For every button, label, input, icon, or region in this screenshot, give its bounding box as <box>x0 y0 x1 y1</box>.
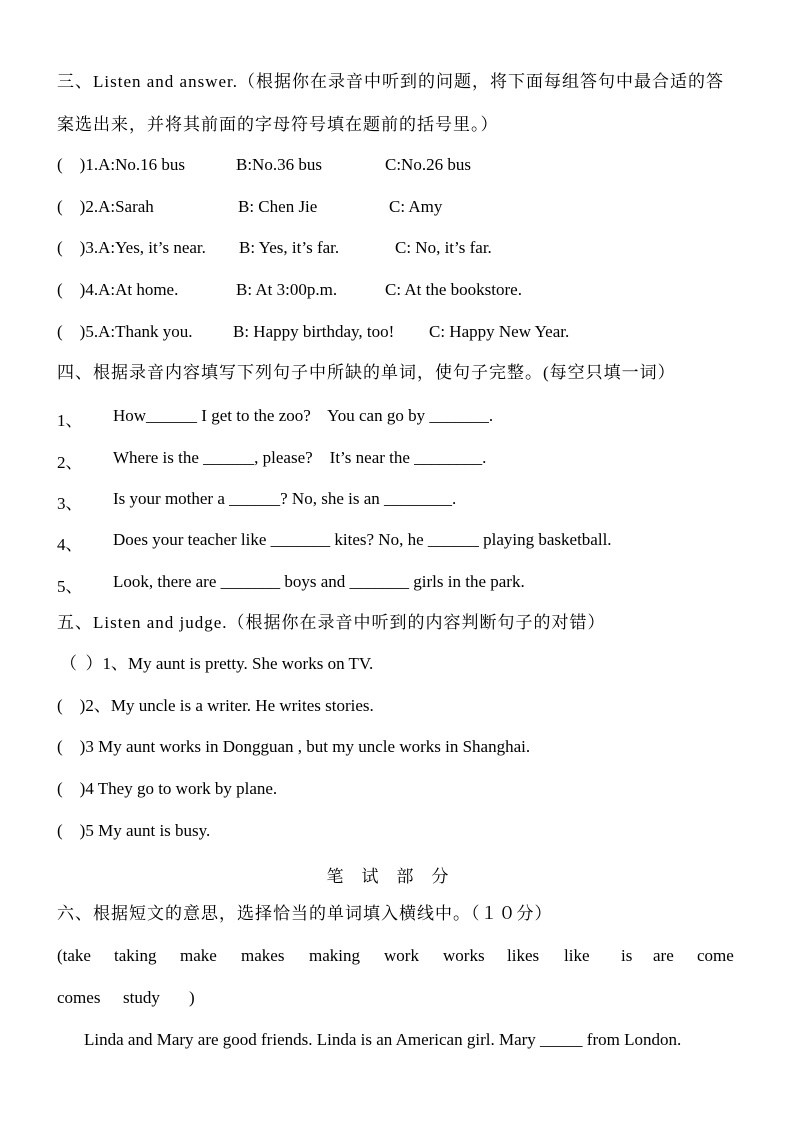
item-sentence: How______ I get to the zoo? You can go by _______. <box>113 406 494 425</box>
option-b: B: Happy birthday, too! <box>233 322 395 341</box>
word-bank-word: study <box>123 988 160 1007</box>
word-bank-word: like <box>564 946 590 965</box>
word-bank-word: make <box>180 946 217 965</box>
option-c: C:No.26 bus <box>385 155 471 174</box>
option-b: B: Chen Jie <box>238 197 318 216</box>
item-sentence: Is your mother a ______? No, she is an ________. <box>113 489 457 508</box>
option-c: C: Amy <box>389 197 443 216</box>
word-bank-word: are <box>653 946 674 965</box>
word-bank-word: (take <box>57 946 91 965</box>
judge-item: ( )4 They go to work by plane. <box>57 779 278 798</box>
option-a: ( )5.A:Thank you. <box>57 322 193 341</box>
section5-heading: 五、Listen and judge.（根据你在录音中听到的内容判断句子的对错） <box>57 613 606 632</box>
section3-heading-cont: 案选出来，并将其前面的字母符号填在题前的括号里。） <box>57 115 499 134</box>
option-a: ( )2.A:Sarah <box>57 197 154 216</box>
option-a: ( )1.A:No.16 bus <box>57 155 185 174</box>
word-bank-word: likes <box>507 946 540 965</box>
option-a: ( )3.A:Yes, it’s near. <box>57 238 206 257</box>
word-bank-word: comes <box>57 988 101 1007</box>
option-b: B: Yes, it’s far. <box>239 238 340 257</box>
word-bank-word: work <box>384 946 419 965</box>
option-b: B: At 3:00p.m. <box>236 280 338 299</box>
word-bank-word: making <box>309 946 360 965</box>
item-number: 3、 <box>57 494 83 513</box>
item-sentence: Where is the ______, please? It’s near the ________. <box>113 448 487 467</box>
option-a: ( )4.A:At home. <box>57 280 179 299</box>
option-c: C: No, it’s far. <box>395 238 492 257</box>
section4-heading: 四、根据录音内容填写下列句子中所缺的单词，使句子完整。(每空只填一词） <box>57 363 676 382</box>
passage-text: Linda and Mary are good friends. Linda is an American girl. Mary _____ from London. <box>84 1030 682 1049</box>
word-bank-word: ) <box>189 988 195 1007</box>
item-number: 5、 <box>57 577 83 596</box>
option-c: C: Happy New Year. <box>429 322 570 341</box>
item-number: 1、 <box>57 411 83 430</box>
word-bank-word: come <box>697 946 734 965</box>
judge-item: ( )2、My uncle is a writer. He writes stories. <box>57 696 374 715</box>
section3-heading: 三、Listen and answer.（根据你在录音中听到的问题，将下面每组答句中最合适的答 <box>57 72 724 91</box>
word-bank-word: is <box>621 946 633 965</box>
item-sentence: Look, there are _______ boys and _______ girls in the park. <box>113 572 525 591</box>
item-sentence: Does your teacher like _______ kites? No, he ______ playing basketball. <box>113 530 612 549</box>
word-bank-word: makes <box>241 946 285 965</box>
option-c: C: At the bookstore. <box>385 280 522 299</box>
written-section-title: 笔试部分 <box>326 867 467 886</box>
word-bank-word: taking <box>114 946 157 965</box>
item-number: 2、 <box>57 453 83 472</box>
judge-item: （ ）1、My aunt is pretty. She works on TV. <box>60 654 374 673</box>
word-bank-word: works <box>443 946 485 965</box>
item-number: 4、 <box>57 535 83 554</box>
judge-item: ( )3 My aunt works in Dongguan , but my uncle works in Shanghai. <box>57 737 531 756</box>
option-b: B:No.36 bus <box>236 155 322 174</box>
section6-heading: 六、根据短文的意思，选择恰当的单词填入横线中。（１０分） <box>57 904 553 923</box>
judge-item: ( )5 My aunt is busy. <box>57 821 211 840</box>
